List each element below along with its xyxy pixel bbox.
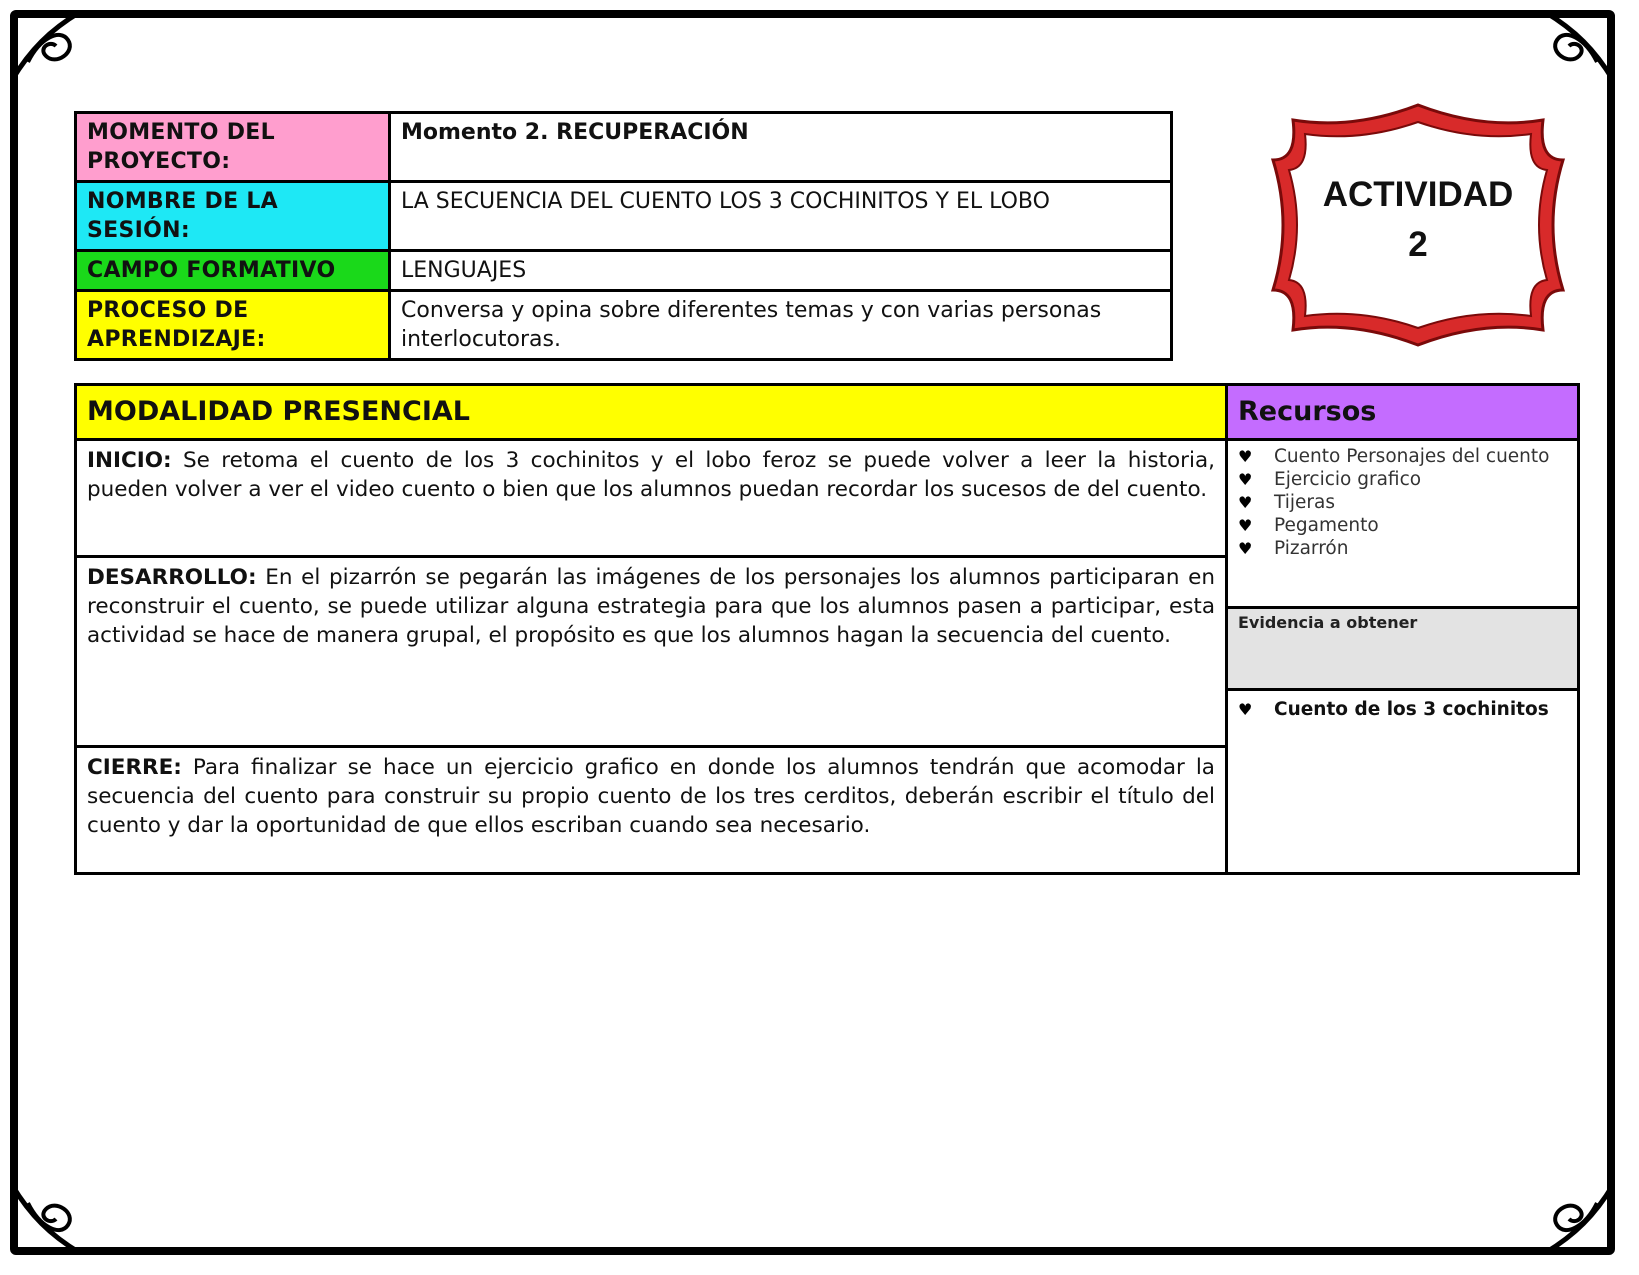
activity-badge [1253, 100, 1583, 350]
cierre-text: Para finalizar se hace un ejercicio grafico en donde los alumnos tendrán que acomodar la secuencia del cuento para construir su propio cuento de los tres cerditos, deberán escribir el título del cuento y dar la oportunidad de que ellos escriban cuando sea necesario. [87, 755, 1215, 838]
table-row [76, 291, 1172, 360]
recursos-title: Recursos [1228, 386, 1577, 441]
momento-label: MOMENTO DEL PROYECTO: [76, 113, 390, 182]
table-row [76, 182, 1172, 251]
desarrollo-section [77, 558, 1225, 748]
list-item: ♥ Pegamento [1238, 515, 1379, 536]
cierre-label: CIERRE: [87, 755, 182, 780]
recursos-column [1228, 386, 1577, 872]
heart-bullet-icon: ♥ [1238, 516, 1253, 535]
list-item: ♥ Cuento Personajes del cuento [1238, 446, 1550, 467]
momento-value: Momento 2. RECUPERACIÓN [390, 113, 1172, 182]
modalidad-table [74, 383, 1580, 875]
heart-bullet-icon: ♥ [1238, 447, 1253, 466]
corner-ornament-icon [1525, 1165, 1615, 1255]
heart-bullet-icon: ♥ [1238, 539, 1253, 558]
table-row [76, 113, 1172, 182]
desarrollo-text: En el pizarrón se pegarán las imágenes de los personajes los alumnos participaran en reconstruir el cuento, se puede utilizar alguna estrategia para que los alumnos pasen a participar, esta actividad se hace de manera grupal, el propósito es que los alumnos hagan la secuencia del cuento. [87, 565, 1215, 648]
heart-bullet-icon: ♥ [1238, 700, 1253, 719]
corner-ornament-icon [10, 1165, 100, 1255]
heart-bullet-icon: ♥ [1238, 470, 1253, 489]
campo-label: CAMPO FORMATIVO [76, 251, 390, 291]
cierre-section [77, 748, 1225, 875]
list-item: ♥ Tijeras [1238, 492, 1335, 513]
badge-number: 2 [1408, 225, 1428, 264]
inicio-section [77, 441, 1225, 558]
table-row [76, 251, 1172, 291]
list-item: ♥ Pizarrón [1238, 538, 1349, 559]
modalidad-title: MODALIDAD PRESENCIAL [77, 386, 1225, 441]
proceso-value: Conversa y opina sobre diferentes temas y con varias personas interlocutoras. [390, 291, 1172, 360]
list-item: ♥ Ejercicio grafico [1238, 469, 1422, 490]
recursos-list [1228, 441, 1577, 609]
proceso-label: PROCESO DE APRENDIZAJE: [76, 291, 390, 360]
inicio-text: Se retoma el cuento de los 3 cochinitos y el lobo feroz se puede volver a leer la historia, pueden volver a ver el video cuento o bien que los alumnos puedan recordar los sucesos de del cuento. [87, 448, 1215, 502]
evidencia-label: Evidencia a obtener [1228, 609, 1577, 691]
corner-ornament-icon [1525, 10, 1615, 100]
evidencia-item: ♥ Cuento de los 3 cochinitos [1238, 699, 1549, 720]
modalidad-column [77, 386, 1228, 872]
desarrollo-label: DESARROLLO: [87, 565, 257, 590]
sesion-value: LA SECUENCIA DEL CUENTO LOS 3 COCHINITOS Y EL LOBO [390, 182, 1172, 251]
corner-ornament-icon [10, 10, 100, 100]
sesion-label: NOMBRE DE LA SESIÓN: [76, 182, 390, 251]
badge-title: ACTIVIDAD [1322, 175, 1514, 214]
campo-value: LENGUAJES [390, 251, 1172, 291]
project-info-table [74, 111, 1173, 361]
heart-bullet-icon: ♥ [1238, 493, 1253, 512]
inicio-label: INICIO: [87, 448, 172, 473]
